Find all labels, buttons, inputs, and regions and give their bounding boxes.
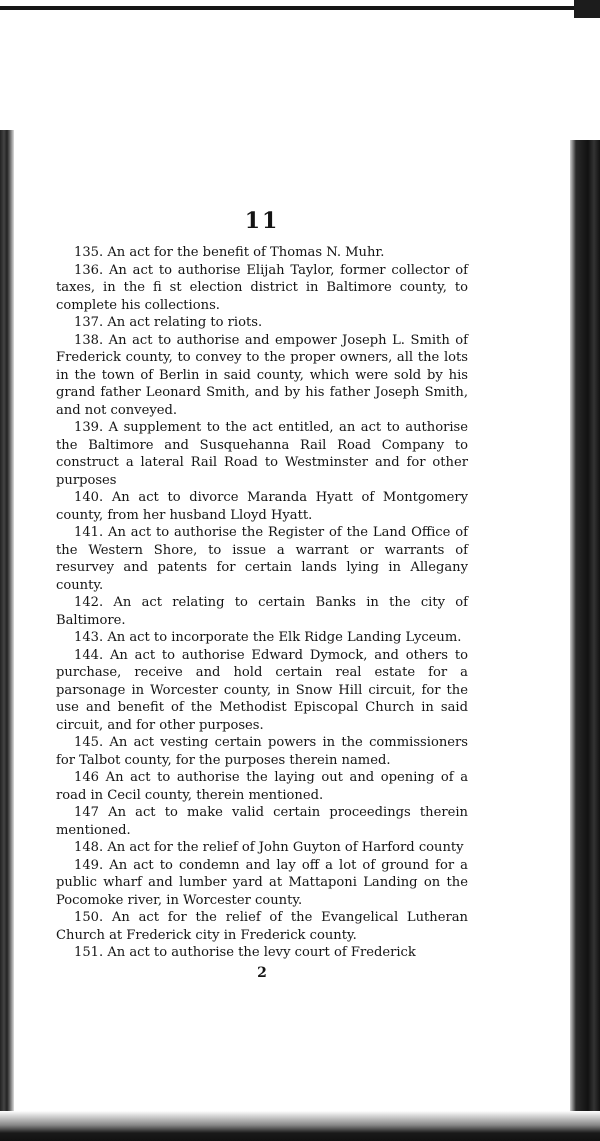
act-entry: 144. An act to authorise Edward Dymock, and others to purchase, receive and hold certain real estate for a parsonage in Worcester county, in Snow Hill circuit, for the use and benefit of the Methodist Episcopal Church in said circuit, and for other purposes. [56,647,468,733]
top-right-corner [574,0,600,18]
act-entry: 149. An act to condemn and lay off a lot of ground for a public wharf and lumber yard at Mattaponi Landing on the Pocomoke river, in Worcester county. [56,857,468,908]
act-entry: 143. An act to incorporate the Elk Ridge Landing Lyceum. [74,630,462,645]
act-entry: 135. An act for the benefit of Thomas N. Muhr. [74,245,385,260]
act-entry: 150. An act for the relief of the Evangelical Lutheran Church at Frederick city in Frederick county. [56,910,468,943]
page-number: 11 [244,208,280,234]
act-entry: 148. An act for the relief of John Guyton of Harford county [74,840,464,855]
act-entry: 139. A supplement to the act entitled, an act to authorise the Baltimore and Susquehanna Rail Road Company to construct a lateral Rail Road to Westminster and for other purposes [56,420,468,488]
act-entry: 145. An act vesting certain powers in the commissioners for Talbot county, for the purposes therein named. [56,735,468,768]
left-page-edge [0,130,14,1141]
act-entry: 138. An act to authorise and empower Joseph L. Smith of Frederick county, to convey to the proper owners, all the lots in the town of Berlin in said county, which were sold by his grand father Leonard Smith, and by his father Joseph Smith, and not conveyed. [56,332,468,418]
act-entry: 141. An act to authorise the Register of the Land Office of the Western Shore, to issue a warrant or warrants of resurvey and patents for certain lands lying in Allegany county. [56,525,468,593]
top-border [0,0,600,18]
act-entry: 137. An act relating to riots. [74,315,263,330]
act-entry: 142. An act relating to certain Banks in the city of Baltimore. [56,595,468,628]
act-entry: 136. An act to authorise Elijah Taylor, former collector of taxes, in the fi st election district in Baltimore county, to complete his collections. [56,262,468,313]
signature-mark: 2 [257,964,267,981]
bottom-page-edge [0,1111,600,1141]
document-page [56,208,468,981]
act-entry: 147 An act to make valid certain proceedings therein mentioned. [56,805,468,838]
act-entry: 140. An act to divorce Maranda Hyatt of Montgomery county, from her husband Lloyd Hyatt. [56,490,468,523]
act-entry: 146 An act to authorise the laying out and opening of a road in Cecil county, therein mentioned. [56,770,468,803]
act-entry: 151. An act to authorise the levy court of Frederick [74,945,416,960]
top-border-rule [0,6,600,10]
right-page-edge [570,140,600,1141]
